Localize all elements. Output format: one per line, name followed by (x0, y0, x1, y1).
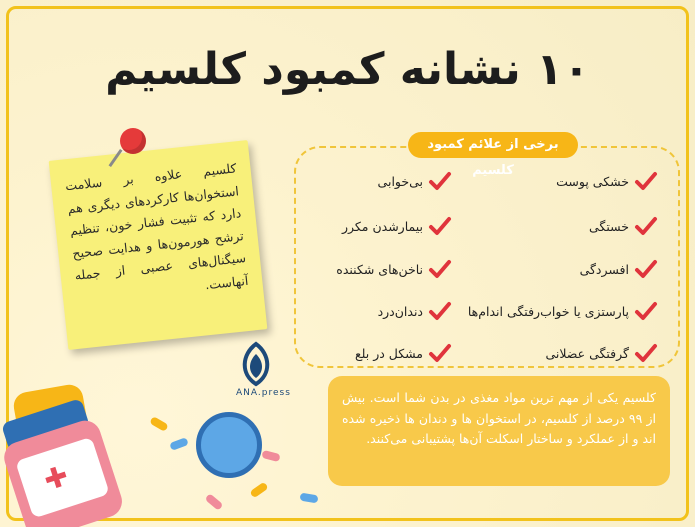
list-item: پارستزی یا خواب‌رفتگی اندام‌ها (467, 304, 629, 319)
checkmark-icon (428, 170, 452, 194)
checkmark-icon (634, 170, 658, 194)
list-item: بی‌خوابی (377, 174, 423, 189)
card-title: برخی از علائم کمبود کلسیم (408, 132, 578, 158)
info-text: کلسیم یکی از مهم ترین مواد مغذی در بدن شما است. بیش از ۹۹ درصد از کلسیم، در استخوان ها و دندان ها ذخیره شده اند و از عملکرد و ساختار اسکلت آن‌ها پشتیبانی می‌کنند. (342, 390, 656, 447)
logo-brand: ANA.press (236, 388, 291, 398)
list-item: مشکل در بلع (354, 346, 423, 361)
checkmark-icon (634, 300, 658, 324)
checkmark-icon (634, 215, 658, 239)
medical-cross-icon: ✚ (39, 458, 73, 498)
list-item: خستگی (589, 219, 629, 234)
page-title: ۱۰ نشانه کمبود کلسیم (105, 44, 590, 95)
checkmark-icon (428, 258, 452, 282)
list-item: خشکی پوست (556, 174, 629, 189)
list-item: بیمارشدن مکرر (341, 219, 423, 234)
sticky-note (49, 140, 268, 350)
ana-logo-icon (232, 340, 280, 388)
note-text: کلسیم علاوه بر سلامت استخوان‌ها کارکردهای دیگری هم دارد که تثبیت فشار خون، تنظیم ترشح هورمون‌ها و هدایت صحیح سیگنال‌های عصبی از جمله آنهاست. (64, 160, 249, 292)
bottle-lid-illustration (196, 412, 262, 478)
checkmark-icon (634, 342, 658, 366)
checkmark-icon (634, 258, 658, 282)
pushpin-icon (120, 128, 146, 154)
checkmark-icon (428, 342, 452, 366)
checkmark-icon (428, 215, 452, 239)
list-item: دندان‌درد (377, 304, 423, 319)
checkmark-icon (428, 300, 452, 324)
info-box (328, 376, 670, 486)
list-item: گرفتگی عضلانی (545, 346, 629, 361)
list-item: ناخن‌های شکننده (336, 262, 423, 277)
list-item: افسردگی (579, 262, 629, 277)
